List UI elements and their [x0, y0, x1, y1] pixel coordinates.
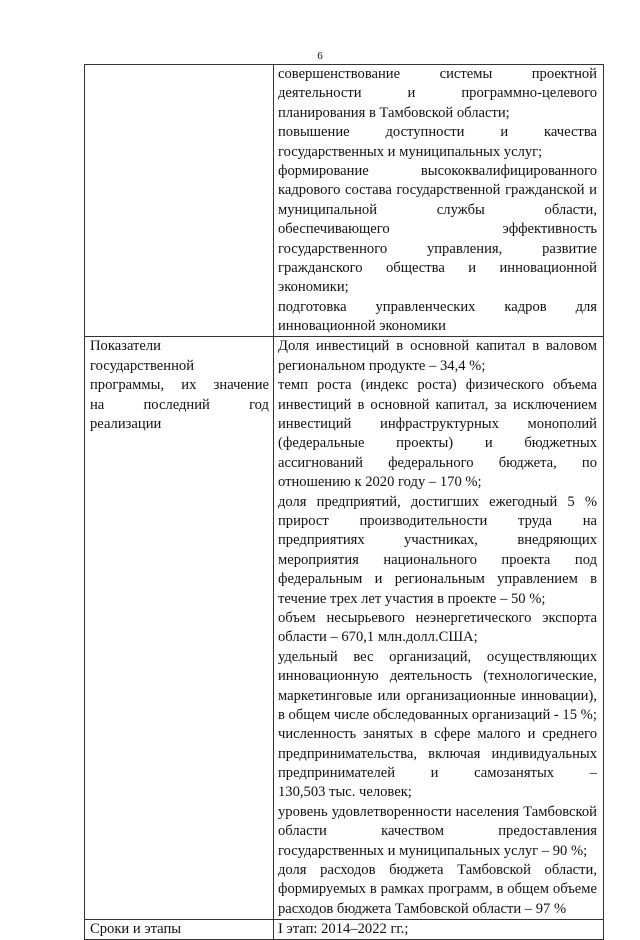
program-passport-table — [84, 64, 604, 940]
content-line: темп роста (индекс роста) физического объема — [278, 377, 597, 394]
content-line: доля предприятий, достигших ежегодный 5 % — [278, 493, 597, 510]
content-line: предпринимателей и самозанятых – — [278, 765, 597, 782]
table-row — [85, 337, 604, 920]
content-line: инновационную деятельность (технологические, — [278, 668, 597, 685]
content-line: региональном продукте – 34,4 %; — [278, 357, 486, 374]
content-line: деятельности и программно-целевого — [278, 85, 597, 102]
content-line: маркетинговые или организационные инновации), — [278, 687, 597, 704]
content-line: Доля инвестиций в основной капитал в валовом — [278, 338, 597, 355]
row-content-cell — [274, 337, 604, 920]
table-row — [85, 920, 604, 940]
content-line: формирование высококвалифицированного — [278, 162, 597, 179]
content-line: области – 670,1 млн.долл.США; — [278, 629, 478, 646]
content-line: 130,503 тыс. человек; — [278, 784, 412, 801]
content-line: кадрового состава государственной гражданской и — [278, 182, 597, 199]
row-label-cell — [85, 337, 274, 920]
content-line: (федеральные проекты) и бюджетных — [278, 435, 597, 452]
content-line: гражданского общества и инновационной — [278, 259, 597, 276]
content-line: инновационной экономики — [278, 318, 446, 335]
content-line: федеральным и региональным управлением в — [278, 571, 597, 588]
content-line: ассигнований федерального бюджета, по — [278, 454, 597, 471]
content-line: повышение доступности и качества — [278, 124, 597, 141]
row-content-cell — [274, 65, 604, 337]
label-line: Сроки и этапы — [90, 921, 182, 938]
content-line: обеспечивающего эффективность — [278, 221, 597, 238]
row-content-cell — [274, 920, 604, 940]
content-line: экономики; — [278, 279, 349, 296]
content-line: уровень удовлетворенности населения Тамбовской — [278, 803, 597, 820]
content-line: государственных и муниципальных услуг; — [278, 143, 543, 160]
content-line: в общем числе обследованных организаций - 15 %; — [278, 706, 597, 723]
content-line: I этап: 2014–2022 гг.; — [278, 921, 409, 938]
page-number: 6 — [317, 50, 323, 62]
content-line: прирост производительности труда на — [278, 512, 597, 529]
content-line: государственных и муниципальных услуг – 90 %; — [278, 842, 588, 859]
row-label-cell — [85, 920, 274, 940]
content-line: предприятиях участниках, внедряющих — [278, 532, 597, 549]
content-line: численность занятых в сфере малого и среднего — [278, 726, 597, 743]
content-line: области качеством предоставления — [278, 823, 597, 840]
row-label-cell — [85, 65, 274, 337]
content-line: расходов бюджета Тамбовской области – 97 % — [278, 900, 567, 917]
content-line: течение трех лет участия в проекте – 50 %; — [278, 590, 546, 607]
content-line: совершенствование системы проектной — [278, 66, 597, 82]
content-line: планирования в Тамбовской области; — [278, 104, 510, 121]
label-line: Показатели — [90, 338, 161, 355]
content-line: объем несырьевого неэнергетического экспорта — [278, 609, 597, 626]
content-line: инвестиций в основной капитал, за исключением — [278, 396, 597, 413]
label-line: государственной — [90, 357, 195, 374]
content-line: мероприятия национального проекта под — [278, 551, 597, 568]
content-line: доля расходов бюджета Тамбовской области, — [278, 862, 597, 879]
content-line: подготовка управленческих кадров для — [278, 298, 597, 315]
label-line: программы, их значение — [90, 377, 269, 394]
content-line: инвестиций инфраструктурных монополий — [278, 416, 597, 433]
table-row — [85, 65, 604, 337]
content-line: удельный вес организаций, осуществляющих — [278, 648, 597, 665]
content-line: муниципальной службы области, — [278, 201, 597, 218]
content-line: государственного управления, развитие — [278, 240, 597, 257]
content-line: формируемых в рамках программ, в общем объеме — [278, 881, 597, 898]
label-line: на последний год — [90, 396, 269, 413]
label-line: реализации — [90, 416, 162, 433]
content-line: предпринимательства, включая индивидуальных — [278, 745, 597, 762]
content-line: отношению к 2020 году – 170 %; — [278, 474, 482, 491]
